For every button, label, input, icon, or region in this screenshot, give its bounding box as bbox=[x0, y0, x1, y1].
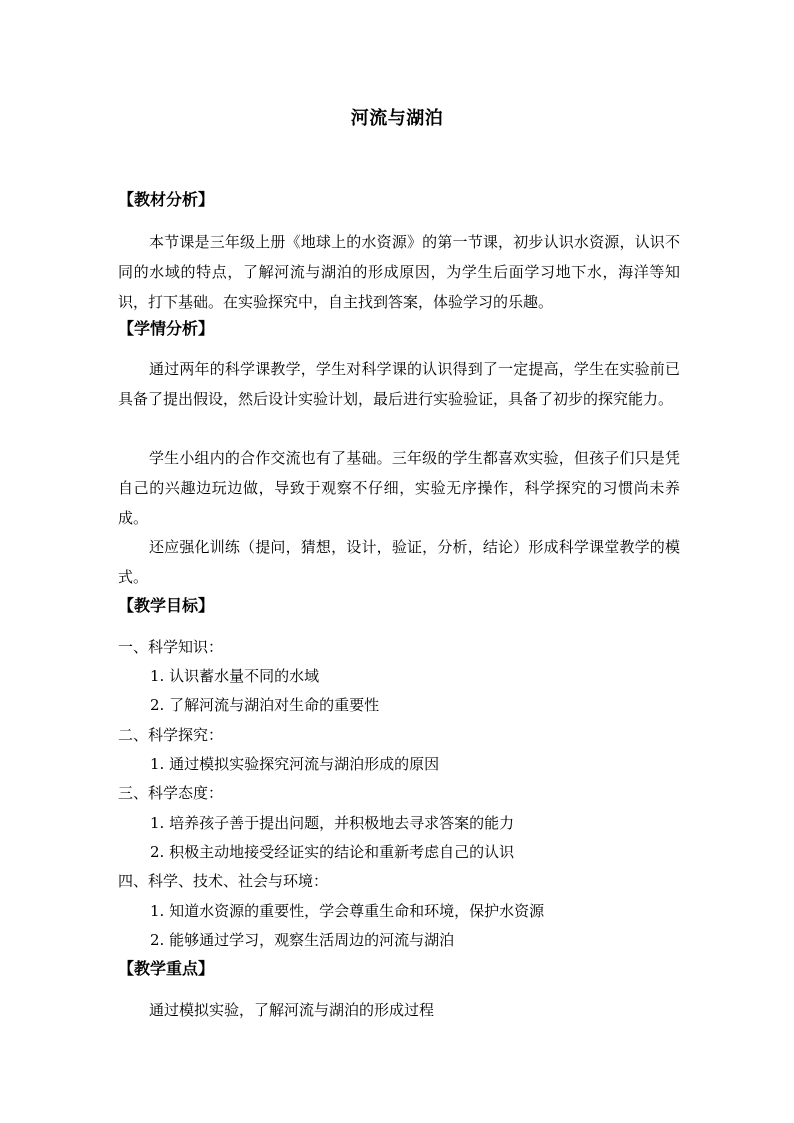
goal-item: 2. 积极主动地接受经证实的结论和重新考虑自己的认识 bbox=[150, 843, 515, 861]
goal-group-label: 二、科学探究： bbox=[118, 726, 224, 744]
goal-group-label: 三、科学态度： bbox=[118, 784, 224, 802]
textbook-analysis-paragraph: 本节课是三年级上册《地球上的水资源》的第一节课，初步认识水资源，认识不同的水域的特点，了解河流与湖泊的形成原因，为学生后面学习地下水，海洋等知识，打下基础。在实验探究中，自主找到答案，体验学习的乐趣。 bbox=[118, 233, 680, 311]
goal-item: 2. 能够通过学习，观察生活周边的河流与湖泊 bbox=[150, 931, 455, 949]
goal-item: 1. 知道水资源的重要性，学会尊重生命和环境，保护水资源 bbox=[150, 902, 545, 920]
document-title: 河流与湖泊 bbox=[350, 108, 444, 129]
section-heading-teaching-goals: 【教学目标】 bbox=[118, 596, 215, 615]
student-analysis-paragraph: 学生小组内的合作交流也有了基础。三年级的学生都喜欢实验，但孩子们只是凭自己的兴趣边玩边做，导致于观察不仔细，实验无序操作，科学探究的习惯尚未养成。 bbox=[118, 449, 680, 527]
goal-item: 1. 培养孩子善于提出问题，并积极地去寻求答案的能力 bbox=[150, 814, 515, 832]
section-heading-student-analysis: 【学情分析】 bbox=[118, 319, 215, 338]
student-analysis-paragraph: 通过两年的科学课教学，学生对科学课的认识得到了一定提高，学生在实验前已具备了提出假设，然后设计实验计划，最后进行实验验证，具备了初步的探究能力。 bbox=[118, 360, 680, 408]
section-heading-textbook-analysis: 【教材分析】 bbox=[118, 190, 215, 209]
section-heading-teaching-focus: 【教学重点】 bbox=[118, 959, 215, 978]
student-analysis-paragraph: 还应强化训练（提问，猜想，设计，验证，分析，结论）形成科学课堂教学的模式。 bbox=[118, 538, 680, 586]
goal-item: 1. 通过模拟实验探究河流与湖泊形成的原因 bbox=[150, 755, 440, 773]
goal-item: 1. 认识蓄水量不同的水域 bbox=[150, 667, 320, 685]
goal-item: 2. 了解河流与湖泊对生命的重要性 bbox=[150, 696, 380, 714]
teaching-focus-text: 通过模拟实验，了解河流与湖泊的形成过程 bbox=[149, 1001, 435, 1019]
goal-group-label: 一、科学知识： bbox=[118, 638, 224, 656]
goal-group-label: 四、科学、技术、社会与环境： bbox=[118, 872, 329, 890]
